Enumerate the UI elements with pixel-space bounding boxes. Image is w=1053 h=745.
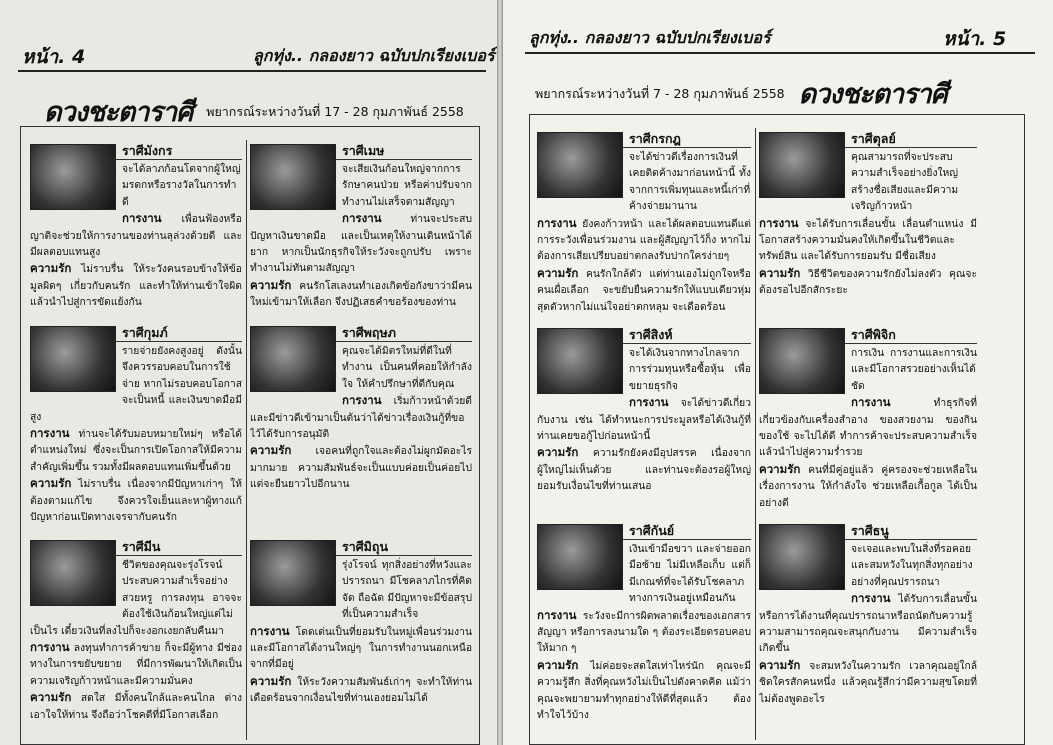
work-text: ยังคงก้าวหน้า และได้ผลตอบแทนดีแต่การระวังเพื่อนร่วมงาน และผู้สัญญาไว้ก็ง หากไม่ต้องการเสียเปรียบอย่าตกลงรับปากใครง่ายๆ: [537, 217, 751, 263]
section-title: ดวงชะตาราศี: [44, 97, 193, 128]
work-text: เพื่อนฟ้องหรือญาติจะช่วยให้การงานของท่านลุล่วงด้วยดี และมีผลตอบแทนสูง: [30, 213, 242, 259]
zodiac-illustration: [250, 326, 336, 392]
right-column: [250, 142, 472, 742]
work-label: การงาน: [851, 591, 891, 606]
zodiac-illustration: [250, 144, 336, 210]
work-label: การงาน: [537, 607, 577, 622]
work-text: เริ่มก้าวหน้าด้วยดี และมีข่าวดีเข้ามาเป็นต้นว่าได้ข่าวเรื่องเงินกู้ที่ขอไว้ได้รับการอนุมัติ: [250, 395, 472, 441]
love-label: ความรัก: [250, 443, 292, 458]
sign-block: [30, 324, 242, 538]
love-label: ความรัก: [759, 265, 801, 280]
zodiac-illustration: [30, 326, 116, 392]
sign-name: ราศีพฤษภ: [250, 324, 472, 342]
love-label: ความรัก: [30, 261, 72, 276]
right-column: [759, 130, 977, 740]
sign-block: [759, 326, 977, 522]
sign-intro: เงินเข้ามือขวา และจ่ายออกมือซ้าย ไม่มีเหลือเก็บ แต่ก็มีเกณฑ์ที่จะได้รับโชคลาภทางการเงินอยู่เหมือนกัน: [629, 543, 751, 605]
work-text: โดดเด่นเป็นที่ยอมรับในหมู่เพื่อนร่วมงาน และมีโอกาสได้งานใหญ่ๆ ในการทำงานนอกเหนือจากที่มีอยู่: [250, 625, 472, 671]
love-label: ความรัก: [30, 690, 72, 705]
sign-intro: รายจ่ายยังคงสูงอยู่ ดังนั้น จึงควรรอบคอบในการใช้จ่าย หากไม่รอบคอบโอกาสจะเป็นหนี้ และเงินขาดมือมีสูง: [30, 345, 242, 423]
work-label: การงาน: [342, 211, 382, 226]
work-label: การงาน: [342, 393, 382, 408]
work-label: การงาน: [30, 426, 70, 441]
publication-name: ลูกทุ่ง.. กลองยาว ฉบับปกเรียงเบอร์: [253, 46, 495, 65]
sign-intro: คุณจะได้มิตรใหม่ที่ดีในที่ทำงาน เป็นคนที่คอยให้กำลังใจ ให้คำปรึกษาที่ดีกับคุณ: [342, 345, 472, 390]
sign-name: ราศีเมษ: [250, 142, 472, 160]
sign-intro: คุณสามารถที่จะประสบความสำเร็จอย่างยิ่งใหญ่ สร้างชื่อเสียงและมีความเจริญก้าวหน้า: [851, 151, 959, 213]
sign-name: ราศีสิงห์: [537, 326, 751, 344]
love-text: คนที่มีคู่อยู่แล้ว คู่ครองจะช่วยเหลือในเรื่องการงาน ให้กำลังใจ ช่วยเหลือเกื้อกูล ได้เป็นอย่างดี: [759, 463, 977, 509]
love-text: ไม่ราบรื่น เนื่องจากมีปัญหาเก่าๆ ให้ต้องตามแก้ไข จึงควรใจเย็นและหาผู้ทางแก้ปัญหาก่อนเปิดทางเจรจากับคนรัก: [30, 478, 242, 524]
sign-intro: จะได้เงินจากทางไกลจากการร่วมทุนหรือซื้อหุ้น เพื่อขยายธุรกิจ: [629, 347, 751, 392]
love-label: ความรัก: [537, 445, 579, 460]
sign-name: ราศีกุมภ์: [30, 324, 242, 342]
sign-intro: จะได้ลาภก้อนโตจากผู้ใหญ่ มรดกหรือรางวัลในการทำดี: [122, 163, 241, 208]
work-text: ท่านจะประสบปัญหาเงินขาดมือ และเป็นเหตุให้งานเดินหน้าได้ยาก หากเป็นนักธุรกิจให้ระวังจะถูกปรับ เพราะทำงานไม่ทันตามสัญญา: [250, 213, 472, 275]
sign-intro: จะเสียเงินก้อนใหญ่จากการรักษาคนป่วย หรือค่าปรับจากทำงานไม่เสร็จตามสัญญา: [342, 163, 472, 208]
page-label: หน้า. 4: [22, 46, 86, 68]
left-column: [537, 130, 751, 740]
zodiac-illustration: [30, 144, 116, 210]
sign-block: [759, 130, 977, 326]
work-text: จะได้รับการเลื่อนขั้น เลื่อนตำแหน่ง มีโอกาสสร้างความมั่นคงให้เกิดขึ้นในชีวิตและทรัพย์สิน และได้รับการยอมรับ มีชื่อเสียง: [759, 217, 977, 263]
work-label: การงาน: [30, 640, 70, 655]
sign-block: [30, 538, 242, 738]
work-text: จะได้ข่าวดีเกี่ยวกับงาน เช่น ได้ทำหนะการประมูลหรือได้เงินกู้ที่ท่านเคยขอกู้ไปก่อนหน้านี้: [537, 397, 751, 443]
sign-block: [537, 522, 751, 736]
column-divider: [755, 128, 756, 740]
work-label: การงาน: [250, 623, 290, 638]
love-label: ความรัก: [759, 461, 801, 476]
sign-name: ราศีมังกร: [30, 142, 242, 160]
zodiac-illustration: [537, 328, 623, 394]
header-rule: [18, 70, 486, 72]
work-text: ทำธุรกิจที่เกี่ยวข้องกับเครื่องสำอาง ของสวยงาม ของกินของใช้ จะไปได้ดี ทำการค้าจะประสบความสำเร็จ แล้วนำไปสู่ความร่ำรวย: [759, 397, 977, 459]
love-text: สดใส มีทั้งคนใกล้และคนไกล ต่างเอาใจให้ท่าน จึงถือว่าโชคดีที่มีโอกาสเลือก: [30, 692, 242, 721]
sign-intro: จะเจอและพบในสิ่งที่รอคอยและสมหวังในทุกสิ่งทุกอย่าง อย่างที่คุณปรารถนา: [851, 543, 973, 588]
sign-block: [537, 130, 751, 326]
forecast-period: พยากรณ์ระหว่างวันที่ 7 - 28 กุมภาพันธ์ 2558: [535, 85, 785, 101]
work-text: ท่านจะได้รับมอบหมายใหม่ๆ หรือได้ตำแหน่งใหม่ ซึ่งจะเป็นการเปิดโอกาสให้มีความสำคัญเพิ่มขึ้น รวมทั้งมีผลตอบแทนเพิ่มขึ้นด้วย: [30, 428, 242, 473]
right-page: [503, 0, 1053, 745]
work-text: ลงทุนทำการค้าขาย ก็จะมีผู้ทาง มีช่องทางในการขยับขยาย ที่มีการพัฒนาให้เกิดเป็นความเจริญก้าวหน้าและมีความมั่นคง: [30, 642, 242, 687]
column-divider: [246, 140, 247, 740]
sign-block: [250, 324, 472, 538]
sign-name: ราศีมีน: [30, 538, 242, 556]
left-column: [30, 142, 242, 742]
zodiac-illustration: [759, 328, 845, 394]
love-text: ไม่ราบรื่น ให้ระวังคนรอบข้างให้ข้อมูลผิดๆ เกี่ยวกับคนรัก และทำให้ท่านเข้าใจผิดแล้วนำไปสู่การขัดแย้งกัน: [30, 263, 242, 309]
sign-intro: รุ่งโรจน์ ทุกสิ่งอย่างที่หวังและปรารถนา มีโชคลาภไกรที่คิดจัด ถือฉัด มีปัญหาจะมีข้อสรุปที่เป็นความสำเร็จ: [342, 559, 472, 621]
work-text: ระวังจะมีการผิดพลาดเรื่องของเอกสารสัญญา หรือการลงนามใด ๆ ต้องระเอียดรอบคอบให้มาก ๆ: [537, 609, 751, 655]
work-label: การงาน: [122, 211, 162, 226]
zodiac-illustration: [537, 524, 623, 590]
love-label: ความรัก: [250, 277, 292, 292]
sign-block: [250, 538, 472, 738]
love-text: เจอคนที่ถูกใจและต้องไม่ผูกมัดอะไรมากมาย ความสัมพันธ์จะเป็นแบบค่อยเป็นค่อยไป แต่จะยืนยาวไปอีกนาน: [250, 445, 472, 491]
zodiac-illustration: [30, 540, 116, 606]
zodiac-illustration: [759, 132, 845, 198]
section-header: [535, 72, 947, 115]
work-label: การงาน: [851, 395, 891, 410]
love-label: ความรัก: [759, 657, 801, 672]
forecast-period: พยากรณ์ระหว่างวันที่ 17 - 28 กุมภาพันธ์ 2558: [206, 103, 464, 119]
love-text: คนรักโสเลงนทำเองเกิดข้อกังขาว่ามีคนใหม่เข้ามาให้เลือก จึงปฏิเสธคำขอร้องของท่าน: [250, 279, 472, 309]
sign-name: ราศีกันย์: [537, 522, 751, 540]
section-title: ดวงชะตาราศี: [798, 79, 947, 110]
love-text: จะสมหวังในความรัก เวลาคุณอยู่ใกล้ชิดใครสักคนหนึ่ง แล้วคุณรู้สึกว่ามีความสุขโดยที่ไม่ต้องพูดอะไร: [759, 659, 977, 705]
left-page: [0, 0, 497, 745]
love-label: ความรัก: [250, 673, 292, 688]
sign-intro: ชีวิตของคุณจะรุ่งโรจน์ ประสบความสำเร็จอย่างสวยหรู การลงทุน อาจจะต้องใช้เงินก้อนใหญ่แต่ไม่เป็นไร เดี๋ยวเงินที่ลงไปก็จะงอกเงยกลับคืนมา: [30, 559, 242, 637]
love-text: วิธีชีวิตของความรักยังไม่ลงตัว คุณจะต้องรอไปอีกสักระยะ: [759, 267, 977, 297]
love-label: ความรัก: [537, 657, 579, 672]
zodiac-illustration: [250, 540, 336, 606]
sign-block: [250, 142, 472, 324]
work-label: การงาน: [759, 215, 799, 230]
work-label: การงาน: [629, 395, 669, 410]
header-rule: [525, 52, 1035, 54]
sign-intro: การเงิน การงานและการเงิน และมีโอกาสรวยอย่างเห็นได้ชัด: [851, 347, 977, 392]
love-text: ความรักยังคงมีอุปสรรค เนื่องจากผู้ใหญ่ไม่เห็นด้วย และท่านจะต้องรอผู้ใหญ่ยอมรับเงื่อนไขที่ท่านเสนอ: [537, 447, 751, 493]
sign-intro: จะได้ข่าวดีเรื่องการเงินที่เคยติดค้างมาก่อนหน้านี้ ทั้งจากการเพิ่มทุนและหนี้เก่าที่ค้างจ่ายมานาน: [629, 151, 751, 213]
sign-block: [30, 142, 242, 324]
sign-name: ราศีกรกฎ: [537, 130, 751, 148]
publication-name: ลูกทุ่ง.. กลองยาว ฉบับปกเรียงเบอร์: [529, 28, 771, 47]
work-label: การงาน: [537, 215, 577, 230]
love-label: ความรัก: [30, 476, 72, 491]
sign-name: ราศีพิจิก: [759, 326, 977, 344]
love-text: ให้ระวังความสัมพันธ์เก่าๆ จะทำให้ท่านเดือดร้อนจากเงื่อนไขที่ท่านเองยอมไม่ได้: [250, 675, 472, 705]
work-text: ได้รับการเลื่อนขั้นหรือการได้งานที่คุณปรารถนาหรือถนัดกับความรู้ ความสามารถคุณจะสนุกกับงาน มีความสำเร็จเกิดขึ้น: [759, 593, 977, 655]
sign-block: [759, 522, 977, 736]
zodiac-illustration: [759, 524, 845, 590]
sign-name: ราศีมิถุน: [250, 538, 472, 556]
love-text: คนรักใกล้ตัว แต่ท่านเองไม่ถูกใจหรือคนเผื่อเลือก จะขยับยืนความรักให้แบบเดียวหุ่มสุดตัวหากไม่แน่ใจอย่าตกหลุม จะเดือดร้อน: [537, 267, 751, 313]
love-text: ไม่ค่อยจะสดใสเท่าไหร่นัก คุณจะมีความรู้สึก สิ่งที่คุณหวังไม่เป็นไปดังคาดคิด แม้ว่าคุณจะพยายามทำทุกอย่างให้ดีที่สุดแล้ว ต้องทำใจไว้บ้าง: [537, 659, 751, 722]
sign-name: ราศีธนู: [759, 522, 977, 540]
sign-block: [537, 326, 751, 522]
sign-name: ราศีตุลย์: [759, 130, 977, 148]
love-label: ความรัก: [537, 265, 579, 280]
zodiac-illustration: [537, 132, 623, 198]
page-label: หน้า. 5: [943, 28, 1007, 50]
